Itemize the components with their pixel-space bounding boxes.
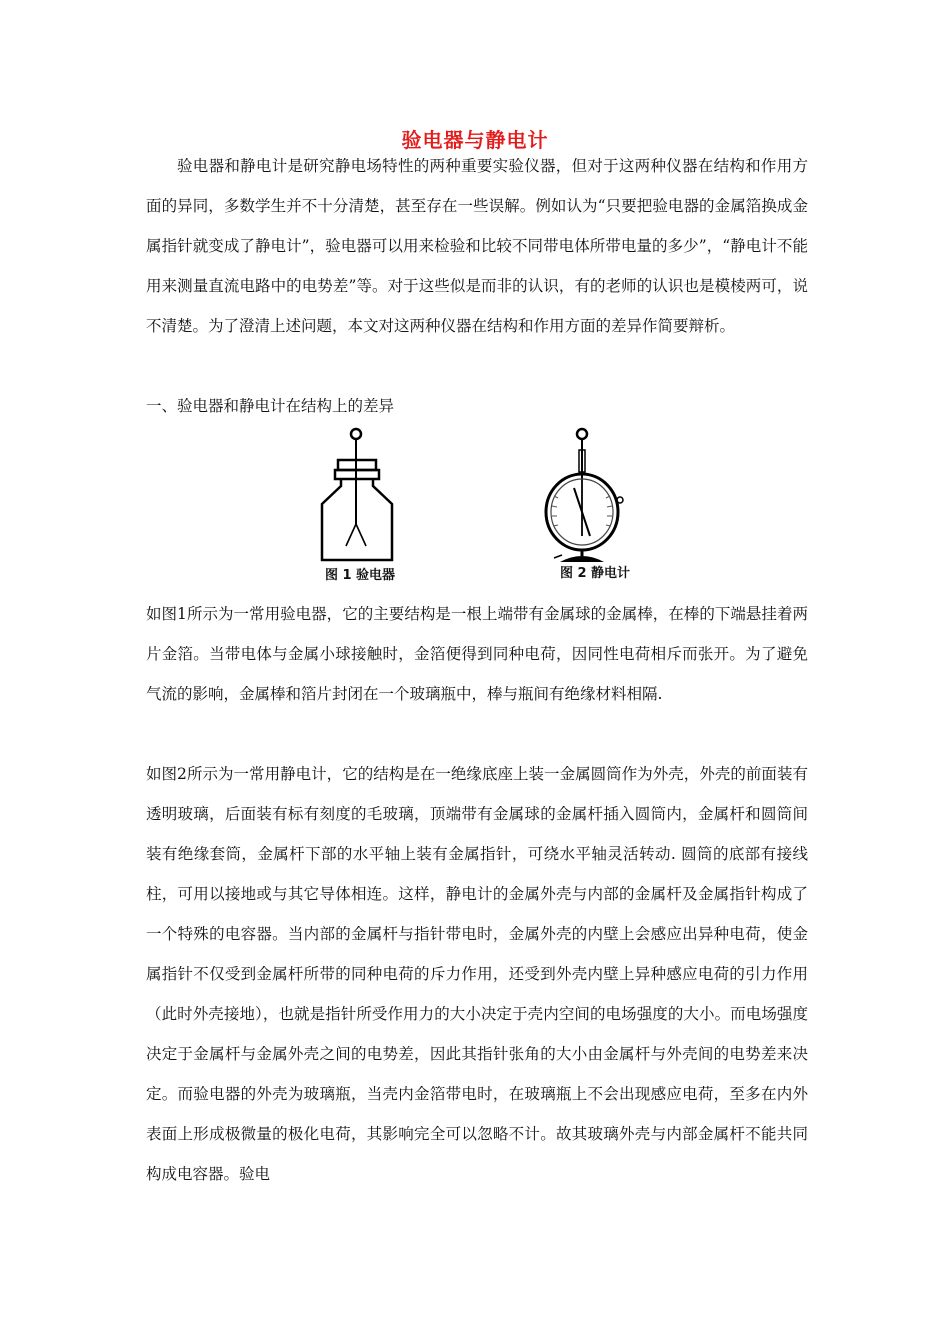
document-title: 验电器与静电计 [401, 128, 549, 152]
figure-1-electroscope [308, 424, 412, 586]
figure-2-caption: 图 2 静电计 [559, 566, 631, 581]
metal-ball-icon [577, 429, 587, 439]
terminal-post [554, 555, 562, 558]
intro-paragraph: 验电器和静电计是研究静电场特性的两种重要实验仪器，但对于这两种仪器在结构和作用方面的异同，多数学生并不十分清楚，甚至存在一些误解。例如认为“只要把验电器的金属箔换成金属指针就变成了静电计”，验电器可以用来检验和比较不同带电体所带电量的多少”，“静电计不能用来测量直流电路中的电势差”等。对于这些似是而非的认识，有的老师的认识也是模棱两可，说不清楚。为了澄清上述问题，本文对这两种仪器在结构和作用方面的差异作简要辩析。 [146, 157, 808, 335]
gold-leaf-right [356, 524, 366, 546]
gold-leaf-left [346, 524, 356, 546]
metal-ball-icon [351, 429, 361, 439]
electrometer-paragraph: 如图2所示为一常用静电计，它的结构是在一绝缘底座上装一金属圆筒作为外壳，外壳的前面装有透明玻璃，后面装有标有刻度的毛玻璃，顶端带有金属球的金属杆插入圆筒内，金属杆和圆筒间装有绝缘套筒，金属杆下部的水平轴上装有金属指针，可绕水平轴灵活转动. 圆筒的底部有接线柱，可用以接地或与其它导体相连。这样，静电计的金属外壳与内部的金属杆及金属指针构成了一个特殊的电容器。当内部的金属杆与指针带电时，金属外壳的内壁上会感应出异种电荷，使金属指针不仅受到金属杆所带的同种电荷的斥力作用，还受到外壳内壁上异种感应电荷的引力作用（此时外壳接地），也就是指针所受作用力的大小决定于壳内空间的电场强度的大小。而电场强度决定于金属杆与金属外壳之间的电势差，因此其指针张角的大小由金属杆与外壳间的电势差来决定。而验电器的外壳为玻璃瓶，当壳内金箔带电时，在玻璃瓶上不会出现感应电荷，至多在内外表面上形成极微量的极化电荷，其影响完全可以忽略不计。故其玻璃外壳与内部金属杆不能共同构成电容器。验电 [146, 765, 808, 1183]
electroscope-drawing [308, 424, 412, 564]
section-heading: 一、验电器和静电计在结构上的差异 [146, 397, 395, 415]
figure-1-caption: 图 1 验电器 [324, 568, 396, 583]
side-knob [617, 497, 623, 503]
figure-2-electrometer [540, 424, 650, 586]
electroscope-paragraph: 如图1所示为一常用验电器，它的主要结构是一根上端带有金属球的金属棒，在棒的下端悬挂着两片金箔。当带电体与金属小球接触时，金箔便得到同种电荷，因同性电荷相斥而张开。为了避免气流的影响，金属棒和箔片封闭在一个玻璃瓶中，棒与瓶间有绝缘材料相隔. [146, 605, 808, 703]
electrometer-drawing [540, 424, 650, 564]
